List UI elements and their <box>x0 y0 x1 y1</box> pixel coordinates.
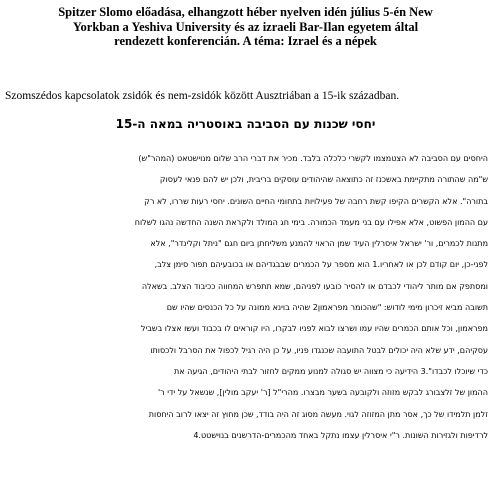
hebrew-body-paragraph <box>3 148 488 446</box>
body-line: ההמון של זלצבורג לבקש מזוזה ולקובעה בשער מבצרו. מהרי"ל [ר' יעקב מולין], שנשאל על ידי ר' <box>157 388 488 398</box>
body-line: לרדיפות ולגזירות השונות. ר"י איסרלין עצמו נתקל באחד מהכמרים-הדרשנים בנוישטט.4 <box>193 430 488 440</box>
title-line: Spitzer Slomo előadása, elhangzott héber nyelven idén július 5-én New <box>58 5 433 19</box>
document-subtitle: Szomszédos kapcsolatok zsidók és nem-zsidók között Ausztriában a 15-ik században. <box>5 90 400 102</box>
body-line: זלמן תלמידו של כך, אסר מתן המזוזה לגוי. מעשה מסוג זה היה בודד, שכן מחוץ זה יצאו לרוב היחסות <box>148 409 488 419</box>
body-line: לפני-כן, יום קודם לכן או לאחריו.1 הוא מספר על הכמרים שבבגדיהם או בכובעיהם תפור סימן צלב, <box>154 260 488 270</box>
body-line: עם ההמון הפשוט, אלא אפילו עם בני מעמד הכמורה. בימי חג המולד ולקראת השנה החדשה נהגו לשלוח <box>134 217 488 227</box>
body-line: מפראמון, וכל אותם הכמרים שהיו עמו ושרצו לבוא לפניו לבקרו, היו קוראים לו בכבוד ועשו אצלו בשביל <box>140 324 488 334</box>
body-line: עסקיהם, ידע שלא היה יכולים לבטל התועבה שכנגדו פניו, על כן היה רגיל לכפול את הסרבל ולכסותו <box>150 345 488 355</box>
body-line: תשובה מביא זיכרון מימי לודוש: "שהכומר מפראמון2 שהיה בוינא ממונה על כל הכנסים שהיו שם <box>166 303 488 313</box>
body-line: מתנות לכמרים, ור' ישראל איסרלין העיד שמן הראוי להמנע משליחתן ביום חגם "ניתל וקלינדר", אלא <box>150 239 488 249</box>
body-line: היחסים עם הסביבה לא הצטמצמו לקשרי כלכלה בלבד. מכיר את דברי הרב שלום מנוישטאט (המהר"ש) <box>138 154 488 163</box>
body-line: כדי שיוכלו לכבדו".3 הידיעה כי מצווה יש סגולה למנוע ממקים לחזור לבתי היהודים, הגיעה את <box>174 366 488 376</box>
title-line: Yorkban a Yeshiva University és az izraeli Bar-Ilan egyetem által <box>72 19 419 34</box>
hebrew-heading: יחסי שכנות עם הסביבה באוסטריה במאה ה-15 <box>115 117 376 131</box>
body-line: ומסתפק אם מותר ליהודי לכבדם או להסיר כובעו לפניהם, שמא תתפרש המחווה ככיבוד הצלב. בשאלה <box>141 281 488 291</box>
document-title <box>8 5 483 49</box>
body-line: ש"מה שהתורה מתקיימת באשכנז זה כתוצאה שהיהודים עוסקים בריבית, ולכן יש להם פנאי לעסוק <box>159 175 488 185</box>
title-line: rendezett konferencián. A téma: Izrael és a népek <box>114 34 377 48</box>
body-line: בתורה". אלא הקשרים הקיפו קשת רחבה של פעילויות בתחומי החיים השונים. יחסי רעות שררו, לא רק <box>144 196 488 206</box>
